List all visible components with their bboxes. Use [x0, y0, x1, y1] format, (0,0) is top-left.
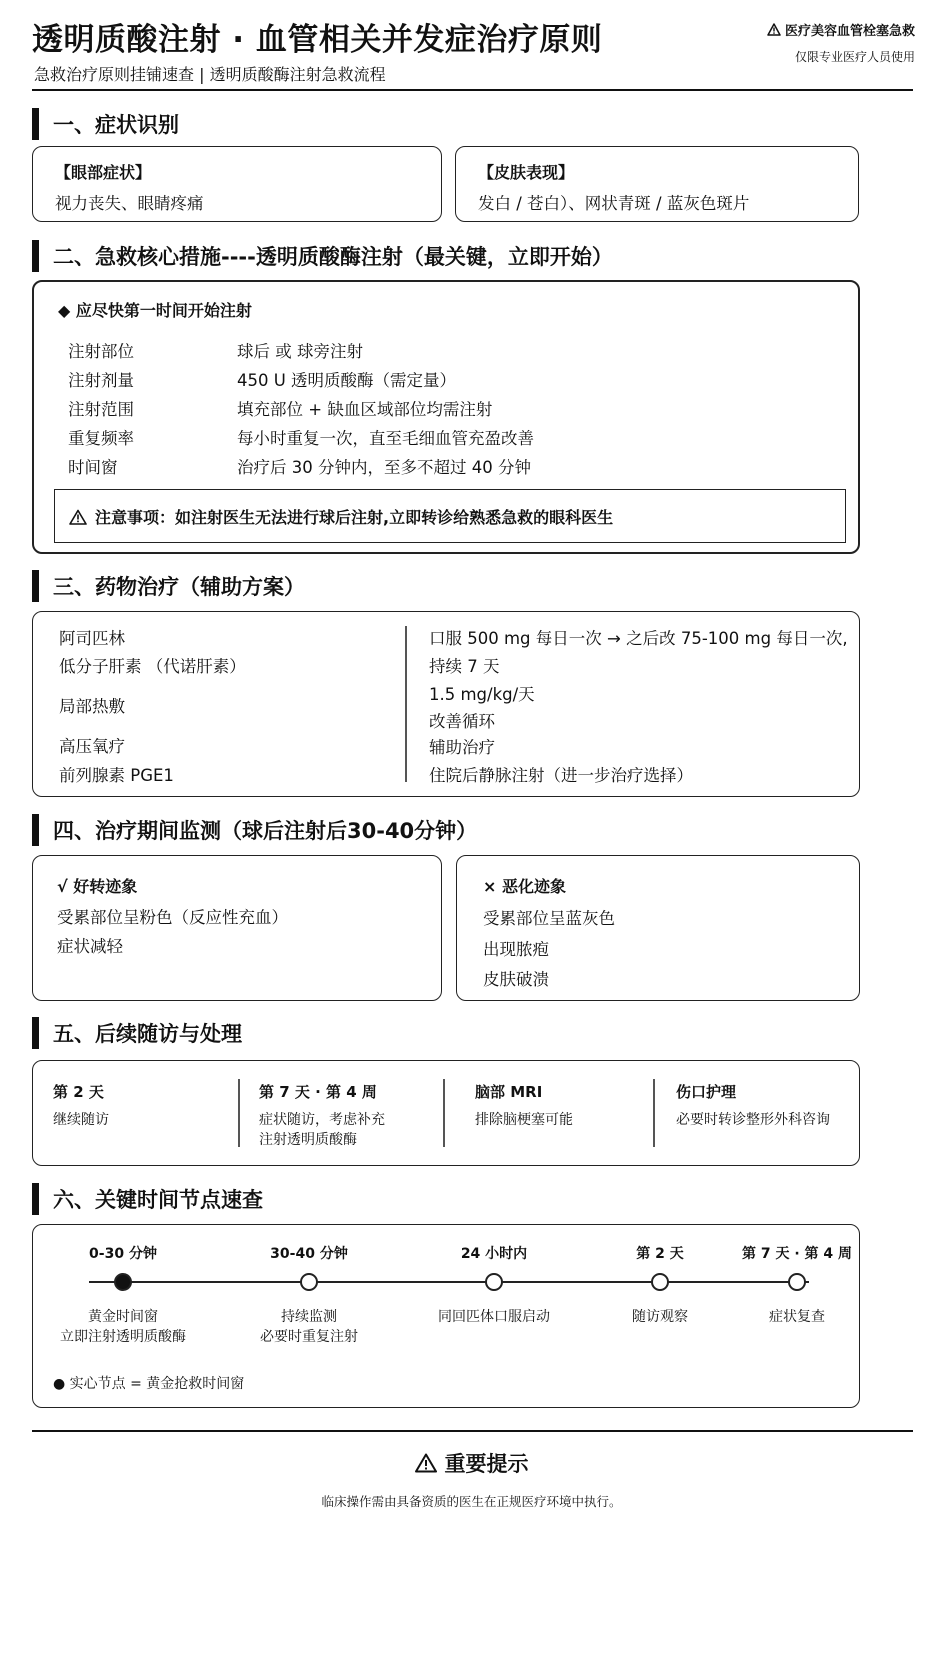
section-bar [32, 1183, 39, 1215]
warning-icon [69, 509, 87, 525]
header-note: 仅限专业医疗人员使用 [794, 50, 915, 64]
timeline-legend: ● 实心节点 = 黄金抢救时间窗 [53, 1376, 245, 1392]
section-bar [32, 1017, 39, 1049]
timeline-text: 症状复查 [769, 1309, 825, 1325]
timeline-card [32, 1224, 860, 1408]
skin-symptom-card [455, 146, 859, 222]
page-title: 透明质酸注射 · 血管相关并发症治疗原则 [32, 22, 603, 58]
timeline-text: 必要时重复注射 [260, 1329, 358, 1345]
improvement-label: √ 好转迹象 [57, 877, 138, 896]
timeline-label-bottom [260, 1307, 358, 1347]
drug-hyperbaric-oxygen: 高压氧疗 [59, 737, 125, 756]
usage-heparin: 1.5 mg/kg/天 [429, 685, 535, 704]
warning-text: 注意事项：如注射医生无法进行球后注射,立即转诊给熟悉急救的眼科医生 [95, 508, 614, 527]
deterioration-item: 受累部位呈蓝灰色 [483, 909, 615, 928]
deterioration-signs-card [456, 855, 860, 1001]
timeline-label-top: 24 小时内 [460, 1246, 528, 1262]
row-val-dose: 450 U 透明质酸酶（需定量） [237, 371, 457, 390]
timeline-label-bottom [60, 1307, 186, 1347]
followup-title-wound: 伤口护理 [676, 1083, 737, 1101]
section-bar [32, 108, 39, 140]
deterioration-label: × 恶化迹象 [483, 877, 566, 896]
column-divider [238, 1079, 240, 1147]
timeline-node-filled [114, 1273, 132, 1291]
section-heading-text: 二、急救核心措施----透明质酸酶注射（最关键，立即开始） [53, 245, 613, 269]
timeline-text: 同回匹体口服启动 [438, 1309, 550, 1325]
timeline-label-top: 第 2 天 [636, 1246, 684, 1262]
timeline-text: 随访观察 [632, 1309, 688, 1325]
section-heading-text: 五、后续随访与处理 [53, 1022, 242, 1046]
section-bar [32, 240, 39, 272]
section-heading-5 [32, 1017, 242, 1049]
header-badge [767, 20, 915, 39]
timeline-label-top: 30-40 分钟 [270, 1246, 348, 1262]
warning-icon [415, 1453, 437, 1473]
warning-box [54, 489, 846, 543]
section-heading-6 [32, 1183, 263, 1215]
section-heading-2 [32, 240, 613, 272]
usage-hyperbaric-oxygen: 辅助治疗 [429, 738, 495, 757]
section-heading-text: 六、关键时间节点速查 [53, 1188, 263, 1212]
improvement-item: 症状减轻 [57, 937, 123, 956]
section-bar [32, 814, 39, 846]
column-divider [405, 626, 407, 782]
deterioration-item: 出现脓疱 [483, 940, 549, 959]
section-heading-text: 四、治疗期间监测（球后注射后30-40分钟） [53, 819, 478, 843]
usage-aspirin: 口服 500 mg 每日一次 → 之后改 75-100 mg 每日一次, [429, 629, 848, 648]
row-val-site: 球后 或 球旁注射 [237, 342, 363, 361]
section-heading-text: 三、药物治疗（辅助方案） [53, 575, 305, 599]
timeline-text: 立即注射透明质酸酶 [60, 1329, 186, 1345]
column-divider [443, 1079, 445, 1147]
timeline-text: 黄金时间窗 [88, 1309, 158, 1325]
usage-pge1: 住院后静脉注射（进一步治疗选择） [429, 766, 693, 785]
timeline-node [485, 1273, 503, 1291]
drug-pge1: 前列腺素 PGE1 [59, 766, 174, 785]
footer-text: 临床操作需由具备资质的医生在正规医疗环境中执行。 [321, 1494, 622, 1509]
warning-icon [767, 23, 781, 36]
improvement-item: 受累部位呈粉色（反应性充血） [57, 908, 288, 927]
injection-lead: ◆ 应尽快第一时间开始注射 [58, 301, 252, 320]
timeline-node [788, 1273, 806, 1291]
followup-text-day2: 继续随访 [53, 1112, 109, 1128]
timeline-label-top: 0-30 分钟 [89, 1246, 157, 1262]
row-val-frequency: 每小时重复一次，直至毛细血管充盈改善 [237, 429, 534, 448]
eye-symptom-card [32, 146, 442, 222]
divider [32, 89, 913, 91]
eye-symptom-text: 视力丧失、眼睛疼痛 [55, 194, 204, 213]
warning-line [69, 505, 613, 528]
row-key-site: 注射部位 [68, 342, 134, 361]
divider [32, 1430, 913, 1432]
followup-text-wound: 必要时转诊整形外科咨询 [676, 1112, 830, 1128]
followup-title-week: 第 7 天 · 第 4 周 [259, 1083, 377, 1101]
row-val-range: 填充部位 + 缺血区域部位均需注射 [237, 400, 493, 419]
followup-text-week: 症状随访，考虑补充 [259, 1112, 385, 1128]
drug-heparin: 低分子肝素 （代诺肝素） [59, 657, 246, 676]
timeline-node [300, 1273, 318, 1291]
timeline-label-bottom [438, 1307, 550, 1327]
section-heading-4 [32, 814, 477, 846]
drug-aspirin: 阿司匹林 [59, 629, 125, 648]
skin-symptom-text: 发白 / 苍白）、网状青斑 / 蓝灰色斑片 [478, 194, 750, 213]
page-subtitle: 急救治疗原则挂铺速查 | 透明质酸酶注射急救流程 [34, 65, 386, 84]
improvement-signs-card [32, 855, 442, 1001]
followup-card [32, 1060, 860, 1166]
section-heading-1 [32, 108, 179, 140]
usage-aspirin-duration: 持续 7 天 [429, 657, 500, 676]
eye-symptom-label: 【眼部症状】 [55, 163, 152, 182]
footer-title: 重要提示 [444, 1452, 529, 1476]
row-key-frequency: 重复频率 [68, 429, 134, 448]
timeline-label-bottom [632, 1307, 688, 1327]
timeline-node [651, 1273, 669, 1291]
timeline-label-top: 第 7 天 · 第 4 周 [741, 1246, 853, 1262]
timeline-label-bottom [769, 1307, 825, 1327]
followup-title-day2: 第 2 天 [53, 1083, 104, 1101]
header-badge-text: 医疗美容血管栓塞急救 [784, 24, 915, 39]
usage-warm-compress: 改善循环 [429, 712, 495, 731]
skin-symptom-label: 【皮肤表现】 [478, 163, 575, 182]
followup-text-week: 注射透明质酸酶 [259, 1132, 357, 1148]
row-key-dose: 注射剂量 [68, 371, 134, 390]
section-heading-text: 一、症状识别 [53, 113, 179, 137]
row-key-window: 时间窗 [68, 458, 118, 477]
footer-heading [0, 1448, 943, 1478]
row-val-window: 治疗后 30 分钟内，至多不超过 40 分钟 [237, 458, 531, 477]
timeline-text: 持续监测 [281, 1309, 337, 1325]
drug-warm-compress: 局部热敷 [59, 697, 125, 716]
hyaluronidase-card [32, 280, 860, 554]
row-key-range: 注射范围 [68, 400, 134, 419]
column-divider [653, 1079, 655, 1147]
followup-title-mri: 脑部 MRI [475, 1083, 543, 1101]
medication-card [32, 611, 860, 797]
followup-text-mri: 排除脑梗塞可能 [475, 1112, 573, 1128]
section-heading-3 [32, 570, 305, 602]
deterioration-item: 皮肤破溃 [483, 970, 549, 989]
section-bar [32, 570, 39, 602]
timeline-line [89, 1281, 809, 1283]
